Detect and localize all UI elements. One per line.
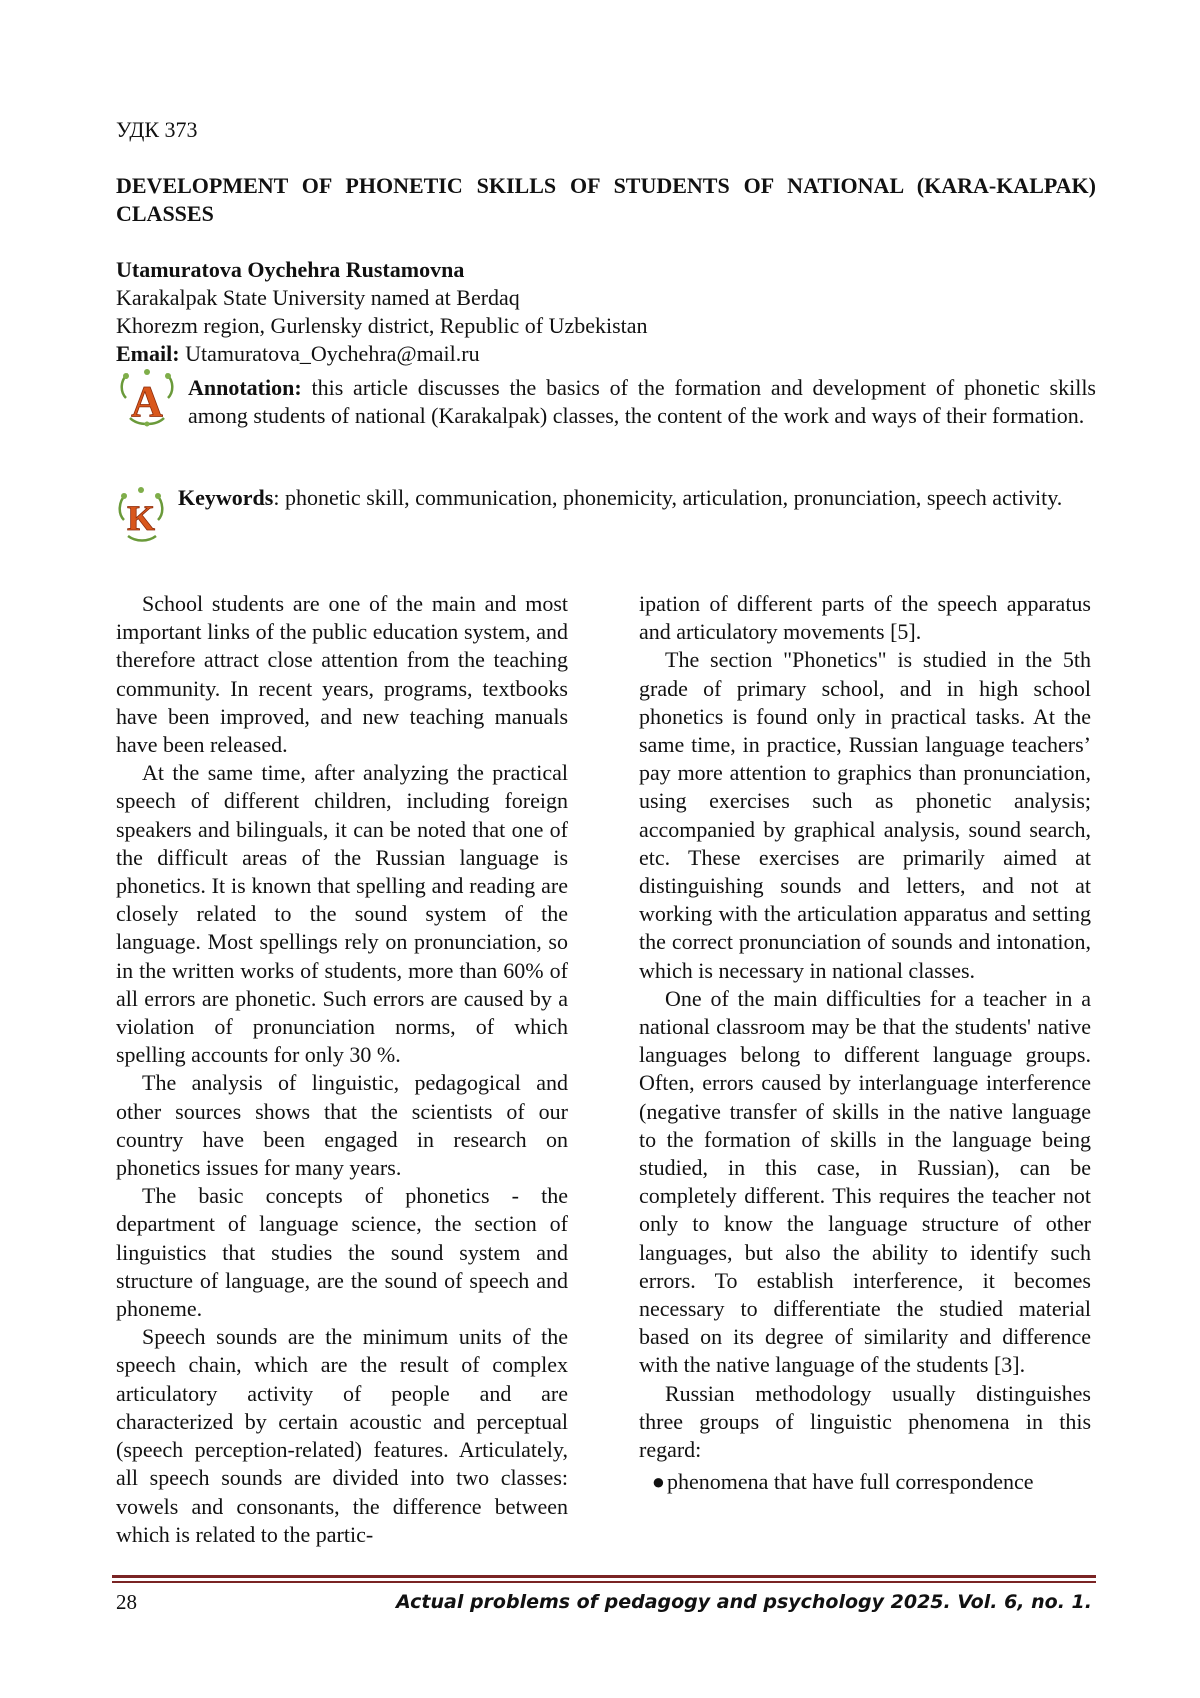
journal-citation: Actual problems of pedagogy and psychology 2025. Vol. 6, no. 1. — [396, 1591, 1092, 1613]
body-paragraph: The section "Phonetics" is studied in the 5th grade of primary school, and in high school phonetics is found only in practical tasks. At the same time, in practice, Russian language teachers’ pay more attention to graphics than pronunciation, using exercises such as phonetic analysis; accompanied by graphical analysis, sound search, etc. These exercises are primarily aimed at distinguishing sounds and letters, and not at working with the articulation apparatus and setting the correct pronunciation of sounds and intonation, which is necessary in national classes. — [639, 647, 1091, 983]
bullet-icon: ● — [651, 1469, 665, 1495]
annotation-block — [116, 374, 1096, 430]
udc-code: УДК 373 — [116, 117, 198, 142]
decorative-letter-k-icon — [116, 484, 166, 546]
body-column-right — [639, 590, 1091, 1497]
keywords-block — [116, 484, 1096, 538]
bullet-item — [639, 1468, 1091, 1496]
author-name: Utamuratova Oychehra Rustamovna — [116, 257, 465, 282]
svg-text:A: A — [131, 377, 163, 426]
keywords-text: : phonetic skill, communication, phonemicity, articulation, pronunciation, speech activity. — [273, 485, 1063, 510]
author-location: Khorezm region, Gurlensky district, Republic of Uzbekistan — [116, 313, 648, 338]
body-paragraph-continued: ipation of different parts of the speech apparatus and articulatory movements [5]. — [639, 591, 1091, 645]
body-paragraph: Speech sounds are the minimum units of the speech chain, which are the result of complex articulatory activity of people and are characterized by certain acoustic and perceptual (speech perception-related) features. Articulately, all speech sounds are divided into two classes: vowels and consonants, the difference between which is related to the partic- — [116, 1324, 568, 1547]
body-paragraph: At the same time, after analyzing the practical speech of different children, including foreign speakers and bilinguals, it can be noted that one of the difficult areas of the Russian language is phonetics. It is known that spelling and reading are closely related to the sound system of the language. Most spellings rely on pronunciation, so in the written works of students, more than 60% of all errors are phonetic. Such errors are caused by a violation of pronunciation norms, of which spelling accounts for only 30 %. — [116, 760, 568, 1068]
decorative-letter-a-icon — [116, 366, 178, 428]
svg-text:K: K — [126, 498, 156, 538]
body-paragraph: School students are one of the main and most important links of the public education system, and therefore attract close attention from the teaching community. In recent years, programs, textbooks have been improved, and new teaching manuals have been released. — [116, 591, 568, 758]
footer-rule-thin — [112, 1581, 1096, 1583]
body-paragraph: The analysis of linguistic, pedagogical and other sources shows that the scientists of our country have been engaged in research on phonetics issues for many years. — [116, 1070, 568, 1181]
annotation-label: Annotation: — [188, 375, 302, 400]
bullet-text: phenomena that have full correspondence — [667, 1469, 1034, 1495]
email-label: Email: — [116, 341, 180, 366]
author-email[interactable]: Utamuratova_Oychehra@mail.ru — [179, 341, 480, 366]
author-email-line — [116, 340, 648, 368]
author-affiliation: Karakalpak State University named at Berdaq — [116, 285, 520, 310]
article-title: DEVELOPMENT OF PHONETIC SKILLS OF STUDENTS OF NATIONAL (KARA-KALPAK) CLASSES — [116, 173, 1096, 226]
footer-rule — [112, 1575, 1096, 1578]
body-paragraph: The basic concepts of phonetics - the department of language science, the section of linguistics that studies the sound system and structure of language, are the sound of speech and phoneme. — [116, 1183, 568, 1322]
body-paragraph: One of the main difficulties for a teacher in a national classroom may be that the students' native languages belong to different language groups. Often, errors caused by interlanguage interference (negative transfer of skills in the native language to the formation of skills in the language being studied, in this case, in Russian), can be completely different. This requires the teacher not only to know the language structure of other languages, but also the ability to identify such errors. To establish interference, it becomes necessary to differentiate the studied material based on its degree of similarity and difference with the native language of the students [3]. — [639, 985, 1091, 1378]
keywords-label: Keywords — [178, 485, 274, 510]
keywords-text-wrap — [178, 484, 1096, 512]
body-paragraph: Russian methodology usually distinguishes three groups of linguistic phenomena in this regard: — [639, 1380, 1091, 1463]
author-block — [116, 256, 648, 368]
annotation-text: this article discusses the basics of the formation and development of phonetic skills among students of national (Karakalpak) classes, the content of the work and ways of their formation. — [188, 375, 1096, 428]
page-number: 28 — [116, 1590, 137, 1614]
body-column-left — [116, 590, 568, 1549]
